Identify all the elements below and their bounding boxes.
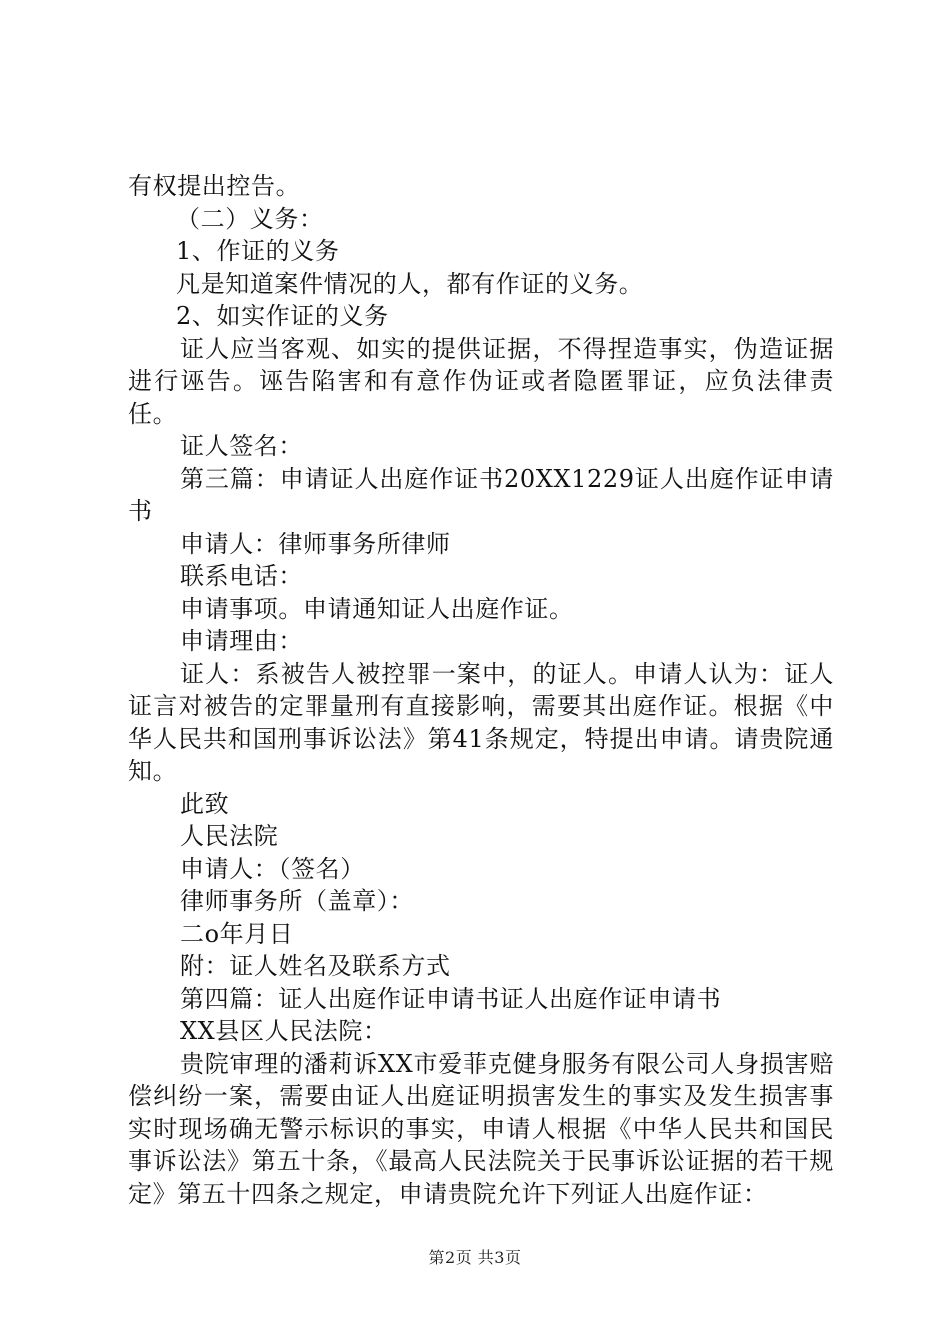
reason-label: 申请理由： <box>180 627 303 655</box>
paragraph: 贵院审理的潘莉诉XX市爱菲克健身服务有限公司人身损害赔偿纠纷一案，需要由证人出庭证明损害发生的事实及发生损害事实时现场确无警示标识的事实，申请人根据《中华人民共和国民事诉讼法》第五十条，《最高人民法院关于民事诉讼证据的若干规定》第五十四条之规定，申请贵院允许下列证人出庭作证： <box>128 1049 834 1208</box>
salutation: 此致 <box>180 789 230 818</box>
applicant-line: 申请人：律师事务所律师 <box>180 529 451 558</box>
paragraph: 证人：系被告人被控罪一案中，的证人。申请人认为：证人证言对被告的定罪量刑有直接影响，需要其出庭作证。根据《中华人民共和国刑事诉讼法》第41条规定，特提出申请。请贵院通知。 <box>128 659 834 785</box>
chapter-heading: 第四篇：证人出庭作证申请书证人出庭作证申请书 <box>180 984 722 1013</box>
applicant-signature: 申请人：（签名） <box>180 854 365 883</box>
signature-label: 证人签名： <box>180 432 303 460</box>
chapter-heading: 第三篇：申请证人出庭作证书20XX1229证人出庭作证申请书 <box>128 464 834 525</box>
request-line: 申请事项。申请通知证人出庭作证。 <box>180 594 574 623</box>
subheading: 2、如实作证的义务 <box>176 302 389 330</box>
phone-line: 联系电话： <box>180 562 303 590</box>
text-line: 凡是知道案件情况的人，都有作证的义务。 <box>176 269 644 298</box>
date-line: 二o年月日 <box>180 919 294 948</box>
paragraph: 证人应当客观、如实的提供证据，不得捏造事实，伪造证据进行诬告。诬告陷害和有意作伪证或者隐匿罪证，应负法律责任。 <box>128 334 834 428</box>
law-firm-seal: 律师事务所（盖章）： <box>180 887 414 915</box>
document-body <box>128 170 834 1210</box>
court-name: 人民法院 <box>180 822 279 850</box>
section-heading: （二）义务： <box>176 204 324 233</box>
subheading: 1、作证的义务 <box>176 237 340 265</box>
addressee: XX县区人民法院： <box>180 1017 388 1045</box>
attachment-line: 附：证人姓名及联系方式 <box>180 952 451 980</box>
page-number: 第2页 共3页 <box>428 1248 522 1267</box>
text-line: 有权提出控告。 <box>128 172 301 200</box>
